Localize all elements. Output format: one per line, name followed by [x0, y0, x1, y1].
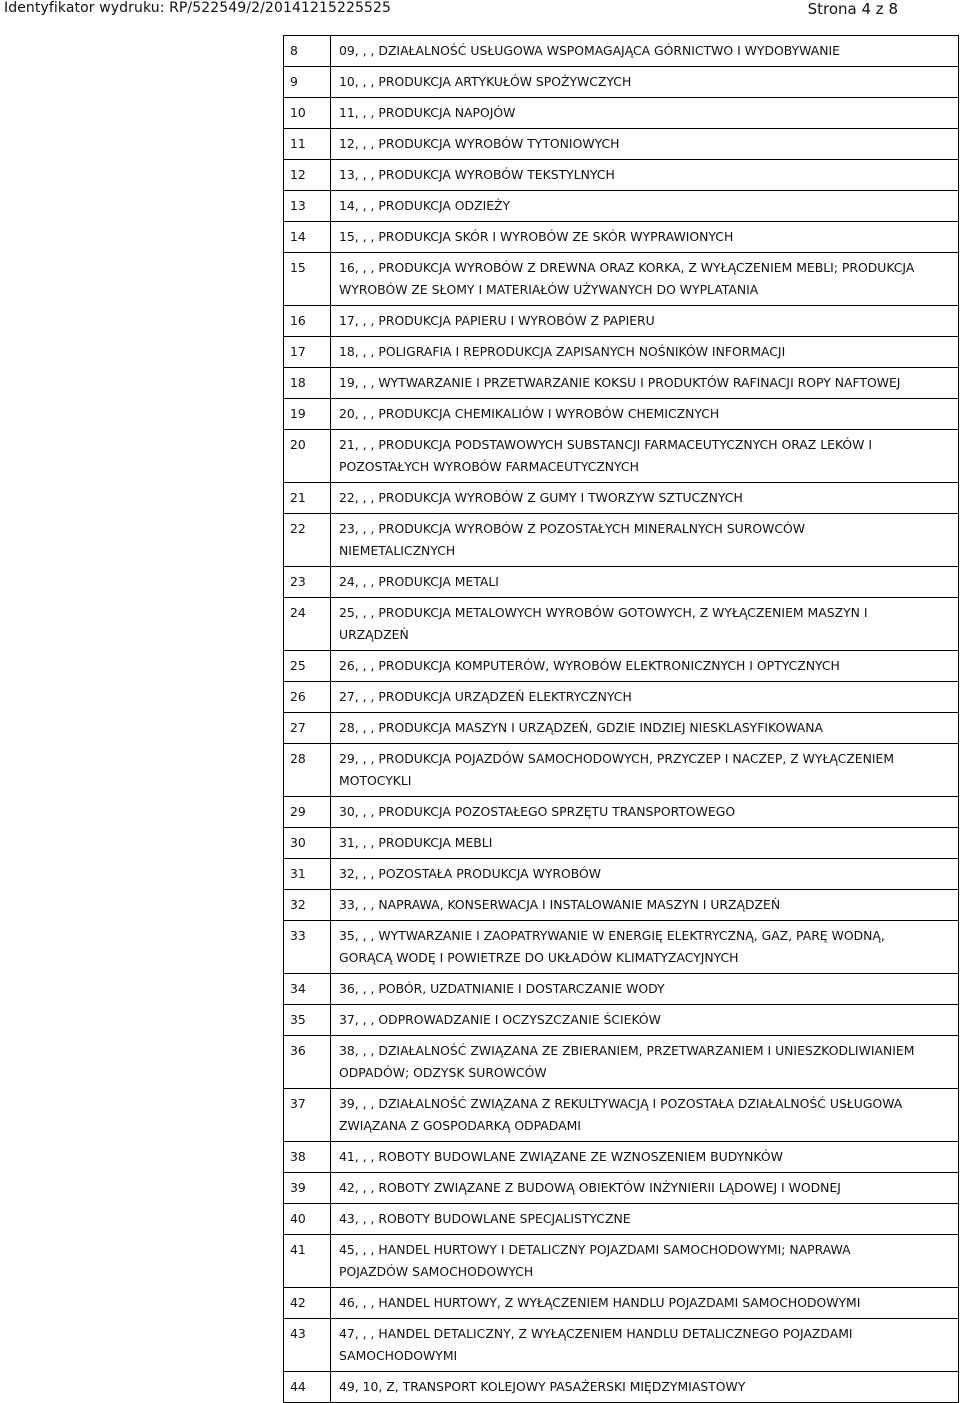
- row-number: 27: [284, 713, 331, 744]
- activity-description: [331, 974, 959, 1005]
- activity-description: [331, 1005, 959, 1036]
- description-line: WYROBÓW ZE SŁOMY I MATERIAŁÓW UŻYWANYCH DO WYPLATANIA: [339, 282, 759, 297]
- description-line: 17, , , PRODUKCJA PAPIERU I WYROBÓW Z PAPIERU: [339, 313, 655, 328]
- description-line: MOTOCYKLI: [339, 773, 412, 788]
- description-line: 12, , , PRODUKCJA WYROBÓW TYTONIOWYCH: [339, 136, 620, 151]
- description-line: 30, , , PRODUKCJA POZOSTAŁEGO SPRZĘTU TRANSPORTOWEGO: [339, 804, 736, 819]
- table-row: [284, 67, 959, 98]
- activity-description: [331, 483, 959, 514]
- description-line: ODPADÓW; ODZYSK SUROWCÓW: [339, 1065, 547, 1080]
- table-row: [284, 483, 959, 514]
- row-number: 44: [284, 1372, 331, 1403]
- row-number: 42: [284, 1288, 331, 1319]
- activity-description: [331, 713, 959, 744]
- activity-description: [331, 36, 959, 67]
- row-number: 18: [284, 368, 331, 399]
- activity-description: [331, 430, 959, 483]
- activity-description: [331, 67, 959, 98]
- description-line: 22, , , PRODUKCJA WYROBÓW Z GUMY I TWORZYW SZTUCZNYCH: [339, 490, 743, 505]
- description-line: 45, , , HANDEL HURTOWY I DETALICZNY POJAZDAMI SAMOCHODOWYMI; NAPRAWA: [339, 1242, 851, 1257]
- row-number: 28: [284, 744, 331, 797]
- description-line: 16, , , PRODUKCJA WYROBÓW Z DREWNA ORAZ KORKA, Z WYŁĄCZENIEM MEBLI; PRODUKCJA: [339, 260, 915, 275]
- description-line: 26, , , PRODUKCJA KOMPUTERÓW, WYROBÓW ELEKTRONICZNYCH I OPTYCZNYCH: [339, 658, 840, 673]
- description-line: POJAZDÓW SAMOCHODOWYCH: [339, 1264, 534, 1279]
- activity-description: [331, 129, 959, 160]
- table-row: [284, 1089, 959, 1142]
- table-row: [284, 598, 959, 651]
- description-line: 19, , , WYTWARZANIE I PRZETWARZANIE KOKSU I PRODUKTÓW RAFINACJI ROPY NAFTOWEJ: [339, 375, 901, 390]
- page-number: Strona 4 z 8: [807, 0, 898, 18]
- description-line: 29, , , PRODUKCJA POJAZDÓW SAMOCHODOWYCH, PRZYCZEP I NACZEP, Z WYŁĄCZENIEM: [339, 751, 895, 766]
- description-line: 41, , , ROBOTY BUDOWLANE ZWIĄZANE ZE WZNOSZENIEM BUDYNKÓW: [339, 1149, 783, 1164]
- table-row: [284, 921, 959, 974]
- table-row: [284, 828, 959, 859]
- description-line: 33, , , NAPRAWA, KONSERWACJA I INSTALOWANIE MASZYN I URZĄDZEŃ: [339, 897, 781, 912]
- row-number: 35: [284, 1005, 331, 1036]
- row-number: 31: [284, 859, 331, 890]
- row-number: 34: [284, 974, 331, 1005]
- row-number: 20: [284, 430, 331, 483]
- row-number: 14: [284, 222, 331, 253]
- table-row: [284, 1005, 959, 1036]
- description-line: 32, , , POZOSTAŁA PRODUKCJA WYROBÓW: [339, 866, 602, 881]
- row-number: 13: [284, 191, 331, 222]
- activity-description: [331, 921, 959, 974]
- description-line: 14, , , PRODUKCJA ODZIEŻY: [339, 198, 511, 213]
- description-line: 15, , , PRODUKCJA SKÓR I WYROBÓW ZE SKÓR WYPRAWIONYCH: [339, 229, 734, 244]
- row-number: 37: [284, 1089, 331, 1142]
- table-row: [284, 129, 959, 160]
- activity-description: [331, 890, 959, 921]
- table-row: [284, 1204, 959, 1235]
- table-row: [284, 191, 959, 222]
- activity-description: [331, 1319, 959, 1372]
- description-line: 46, , , HANDEL HURTOWY, Z WYŁĄCZENIEM HANDLU POJAZDAMI SAMOCHODOWYMI: [339, 1295, 861, 1310]
- table-row: [284, 1235, 959, 1288]
- table-row: [284, 859, 959, 890]
- row-number: 24: [284, 598, 331, 651]
- description-line: 11, , , PRODUKCJA NAPOJÓW: [339, 105, 516, 120]
- description-line: ZWIĄZANA Z GOSPODARKĄ ODPADAMI: [339, 1118, 581, 1133]
- description-line: 35, , , WYTWARZANIE I ZAOPATRYWANIE W ENERGIĘ ELEKTRYCZNĄ, GAZ, PARĘ WODNĄ,: [339, 928, 885, 943]
- row-number: 23: [284, 567, 331, 598]
- table-row: [284, 713, 959, 744]
- activity-description: [331, 1036, 959, 1089]
- activity-description: [331, 598, 959, 651]
- description-line: 18, , , POLIGRAFIA I REPRODUKCJA ZAPISANYCH NOŚNIKÓW INFORMACJI: [339, 344, 786, 359]
- activity-description: [331, 160, 959, 191]
- description-line: 37, , , ODPROWADZANIE I OCZYSZCZANIE ŚCIEKÓW: [339, 1012, 661, 1027]
- activity-description: [331, 399, 959, 430]
- table-row: [284, 368, 959, 399]
- table-row: [284, 253, 959, 306]
- description-line: POZOSTAŁYCH WYROBÓW FARMACEUTYCZNYCH: [339, 459, 639, 474]
- description-line: 36, , , POBÓR, UZDATNIANIE I DOSTARCZANIE WODY: [339, 981, 665, 996]
- print-identifier: Identyfikator wydruku: RP/522549/2/20141215225525: [4, 0, 392, 16]
- activity-description: [331, 828, 959, 859]
- table-row: [284, 890, 959, 921]
- description-line: 10, , , PRODUKCJA ARTYKUŁÓW SPOŻYWCZYCH: [339, 74, 632, 89]
- activity-description: [331, 744, 959, 797]
- activity-description: [331, 514, 959, 567]
- row-number: 38: [284, 1142, 331, 1173]
- row-number: 25: [284, 651, 331, 682]
- row-number: 30: [284, 828, 331, 859]
- table-body: [284, 36, 959, 1403]
- activity-description: [331, 98, 959, 129]
- description-line: 43, , , ROBOTY BUDOWLANE SPECJALISTYCZNE: [339, 1211, 631, 1226]
- table-row: [284, 306, 959, 337]
- table-row: [284, 98, 959, 129]
- table-row: [284, 337, 959, 368]
- table-row: [284, 682, 959, 713]
- description-line: SAMOCHODOWYMI: [339, 1348, 458, 1363]
- description-line: 31, , , PRODUKCJA MEBLI: [339, 835, 493, 850]
- activity-description: [331, 797, 959, 828]
- description-line: 13, , , PRODUKCJA WYROBÓW TEKSTYLNYCH: [339, 167, 615, 182]
- table-row: [284, 514, 959, 567]
- table-row: [284, 567, 959, 598]
- description-line: 49, 10, Z, TRANSPORT KOLEJOWY PASAŻERSKI MIĘDZYMIASTOWY: [339, 1379, 746, 1394]
- page-header: [0, 0, 960, 18]
- table-row: [284, 1036, 959, 1089]
- row-number: 43: [284, 1319, 331, 1372]
- activity-description: [331, 253, 959, 306]
- row-number: 12: [284, 160, 331, 191]
- activity-description: [331, 337, 959, 368]
- table-row: [284, 1142, 959, 1173]
- description-line: 27, , , PRODUKCJA URZĄDZEŃ ELEKTRYCZNYCH: [339, 689, 632, 704]
- row-number: 19: [284, 399, 331, 430]
- row-number: 29: [284, 797, 331, 828]
- description-line: GORĄCĄ WODĘ I POWIETRZE DO UKŁADÓW KLIMATYZACYJNYCH: [339, 950, 739, 965]
- description-line: 38, , , DZIAŁALNOŚĆ ZWIĄZANA ZE ZBIERANIEM, PRZETWARZANIEM I UNIESZKODLIWIANIEM: [339, 1043, 915, 1058]
- activity-description: [331, 1372, 959, 1403]
- table-row: [284, 651, 959, 682]
- pkd-activity-table: [283, 35, 959, 1403]
- row-number: 17: [284, 337, 331, 368]
- row-number: 11: [284, 129, 331, 160]
- table-row: [284, 36, 959, 67]
- activity-description: [331, 1173, 959, 1204]
- table-row: [284, 430, 959, 483]
- description-line: 39, , , DZIAŁALNOŚĆ ZWIĄZANA Z REKULTYWACJĄ I POZOSTAŁA DZIAŁALNOŚĆ USŁUGOWA: [339, 1096, 903, 1111]
- row-number: 21: [284, 483, 331, 514]
- table-row: [284, 797, 959, 828]
- activity-description: [331, 368, 959, 399]
- row-number: 16: [284, 306, 331, 337]
- activity-description: [331, 1142, 959, 1173]
- activity-description: [331, 682, 959, 713]
- row-number: 8: [284, 36, 331, 67]
- table-row: [284, 160, 959, 191]
- description-line: URZĄDZEŃ: [339, 627, 409, 642]
- activity-description: [331, 1204, 959, 1235]
- description-line: 28, , , PRODUKCJA MASZYN I URZĄDZEŃ, GDZIE INDZIEJ NIESKLASYFIKOWANA: [339, 720, 824, 735]
- activity-description: [331, 1235, 959, 1288]
- activity-description: [331, 222, 959, 253]
- description-line: 21, , , PRODUKCJA PODSTAWOWYCH SUBSTANCJI FARMACEUTYCZNYCH ORAZ LEKÓW I: [339, 437, 872, 452]
- description-line: 23, , , PRODUKCJA WYROBÓW Z POZOSTAŁYCH MINERALNYCH SUROWCÓW: [339, 521, 806, 536]
- row-number: 22: [284, 514, 331, 567]
- activity-description: [331, 567, 959, 598]
- description-line: 42, , , ROBOTY ZWIĄZANE Z BUDOWĄ OBIEKTÓW INŻYNIERII LĄDOWEJ I WODNEJ: [339, 1180, 841, 1195]
- pkd-table-container: [283, 35, 958, 1403]
- row-number: 10: [284, 98, 331, 129]
- activity-description: [331, 859, 959, 890]
- table-row: [284, 744, 959, 797]
- row-number: 40: [284, 1204, 331, 1235]
- activity-description: [331, 1089, 959, 1142]
- row-number: 9: [284, 67, 331, 98]
- description-line: 47, , , HANDEL DETALICZNY, Z WYŁĄCZENIEM HANDLU DETALICZNEGO POJAZDAMI: [339, 1326, 853, 1341]
- activity-description: [331, 651, 959, 682]
- activity-description: [331, 306, 959, 337]
- row-number: 15: [284, 253, 331, 306]
- table-row: [284, 1319, 959, 1372]
- row-number: 36: [284, 1036, 331, 1089]
- row-number: 26: [284, 682, 331, 713]
- description-line: 20, , , PRODUKCJA CHEMIKALIÓW I WYROBÓW CHEMICZNYCH: [339, 406, 720, 421]
- table-row: [284, 1372, 959, 1403]
- table-row: [284, 1288, 959, 1319]
- row-number: 32: [284, 890, 331, 921]
- table-row: [284, 222, 959, 253]
- table-row: [284, 1173, 959, 1204]
- row-number: 39: [284, 1173, 331, 1204]
- table-row: [284, 399, 959, 430]
- activity-description: [331, 191, 959, 222]
- description-line: 09, , , DZIAŁALNOŚĆ USŁUGOWA WSPOMAGAJĄCA GÓRNICTWO I WYDOBYWANIE: [339, 43, 840, 58]
- row-number: 41: [284, 1235, 331, 1288]
- row-number: 33: [284, 921, 331, 974]
- table-row: [284, 974, 959, 1005]
- activity-description: [331, 1288, 959, 1319]
- description-line: 24, , , PRODUKCJA METALI: [339, 574, 499, 589]
- description-line: NIEMETALICZNYCH: [339, 543, 456, 558]
- description-line: 25, , , PRODUKCJA METALOWYCH WYROBÓW GOTOWYCH, Z WYŁĄCZENIEM MASZYN I: [339, 605, 868, 620]
